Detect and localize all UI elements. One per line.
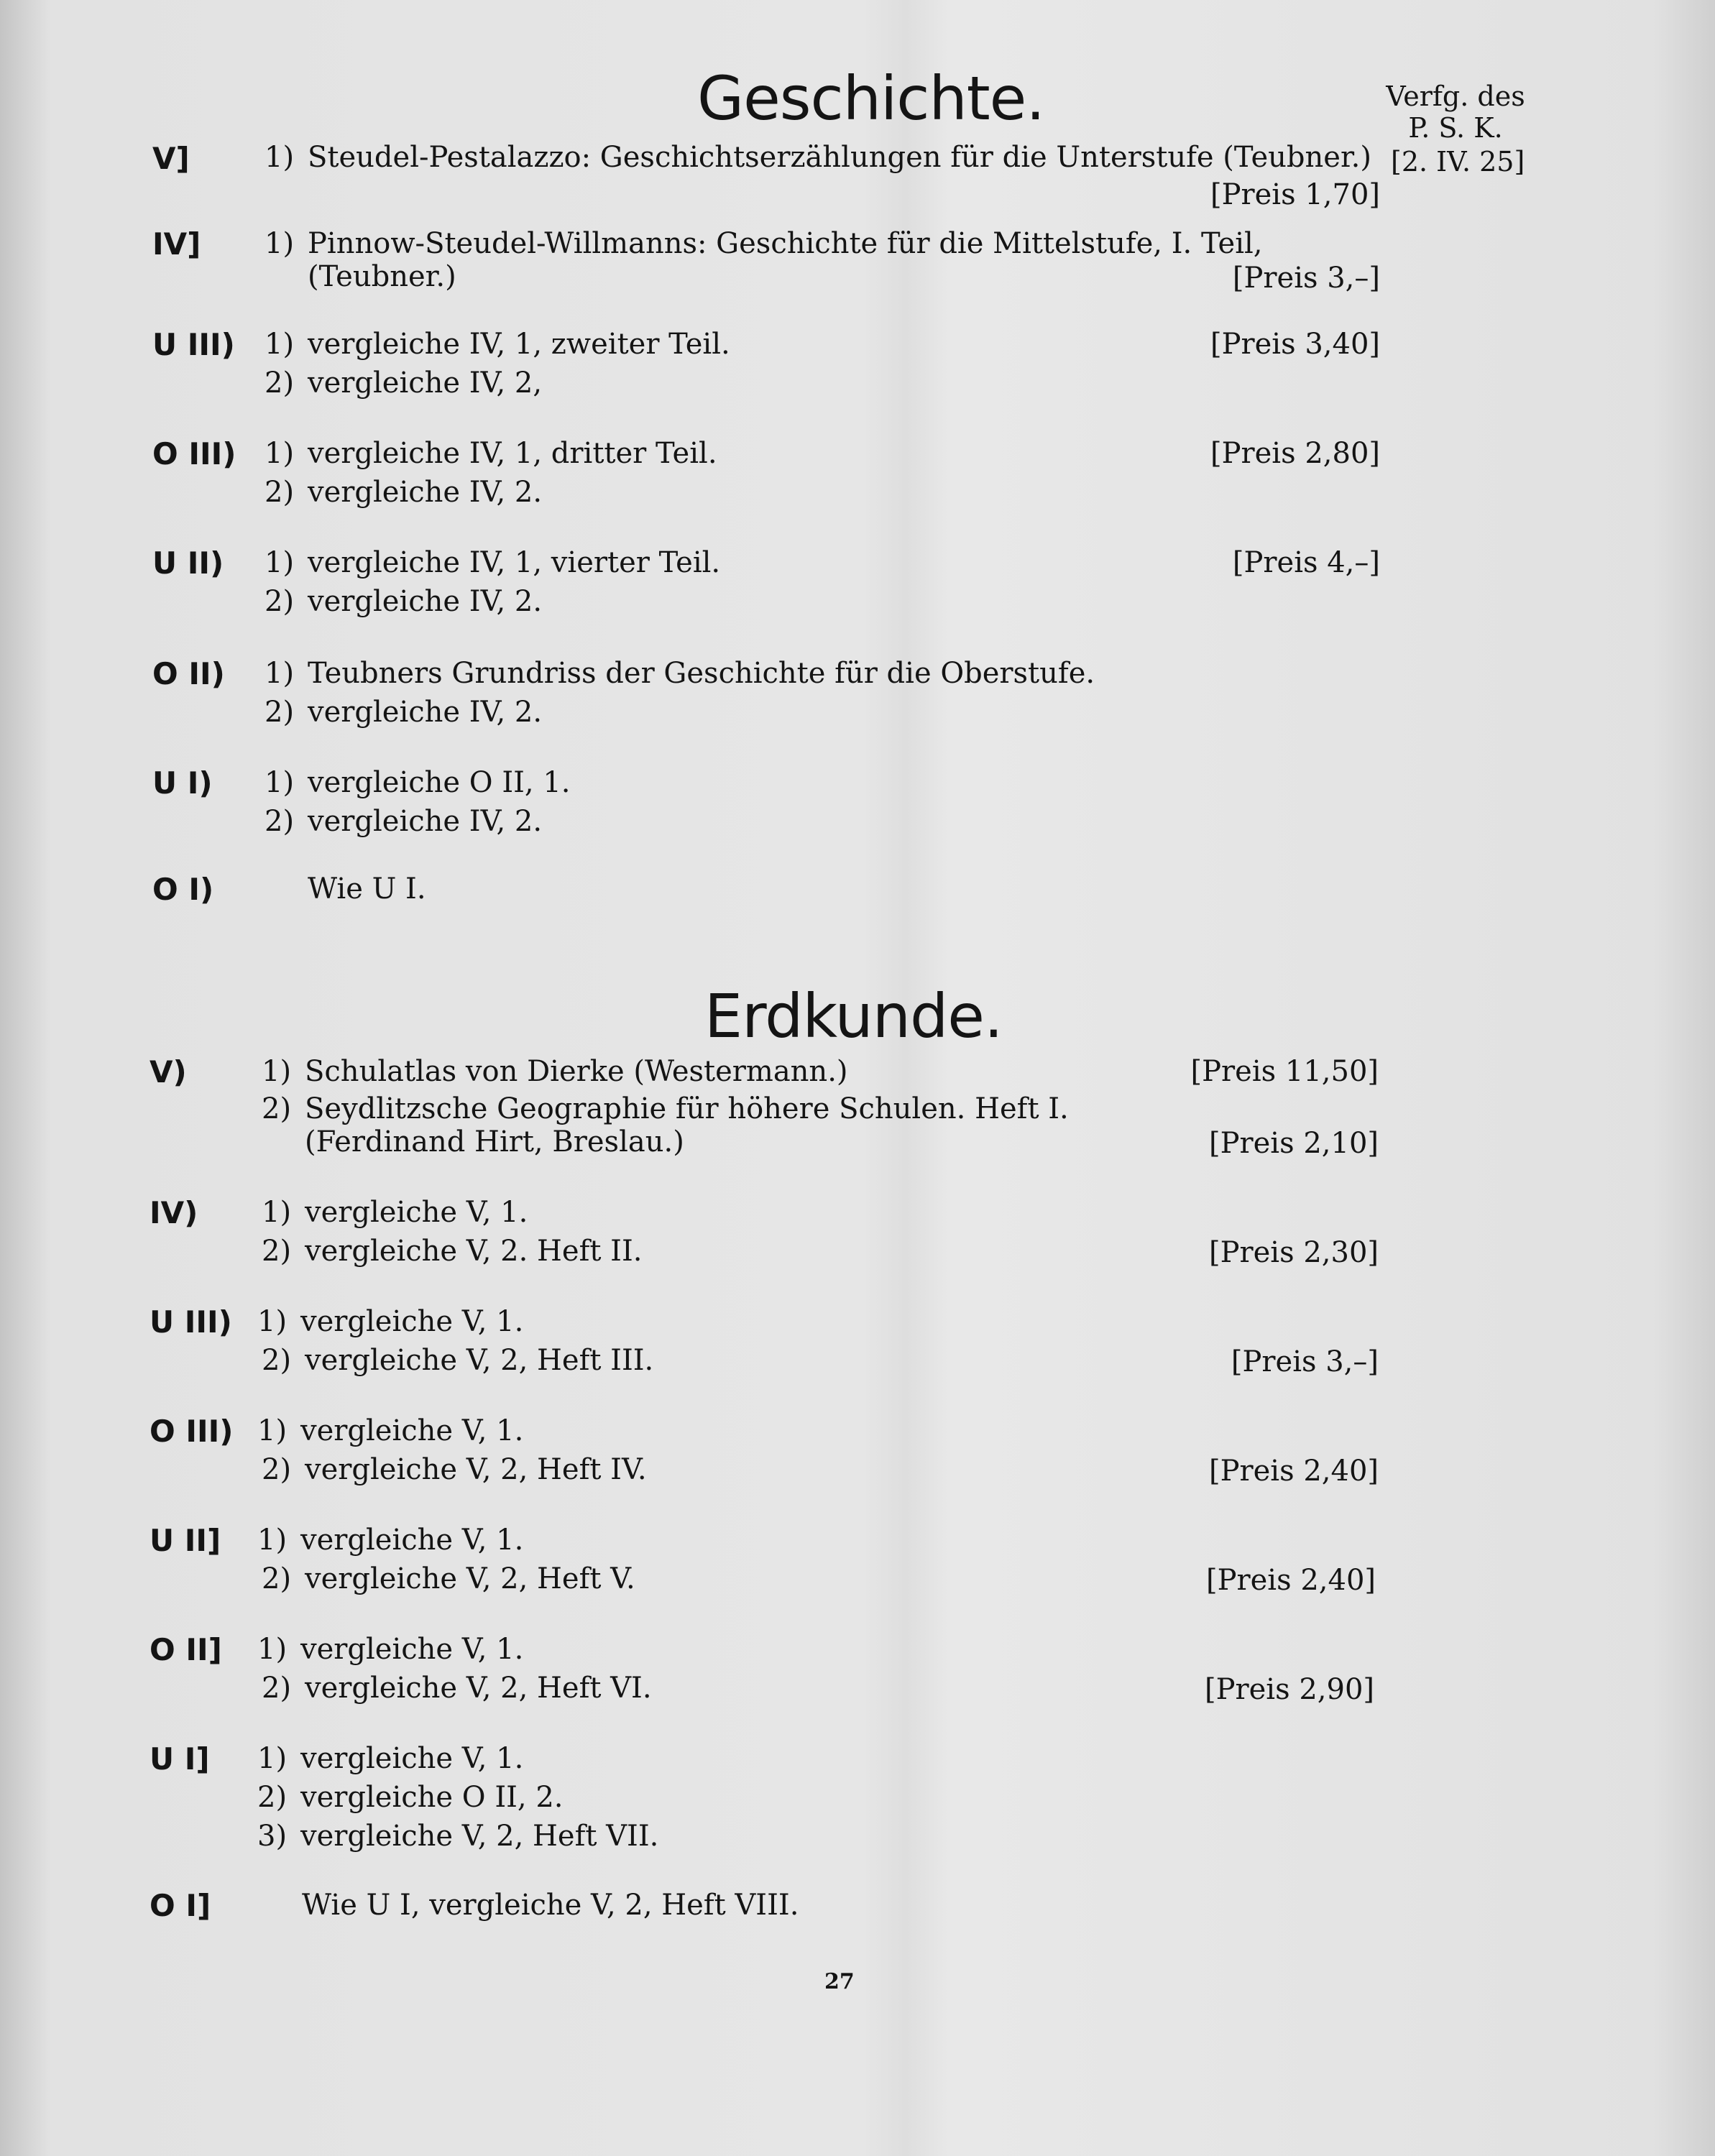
verfg-reference: [2. IV. 25] xyxy=(1391,146,1525,178)
grade-label: U II) xyxy=(152,545,224,581)
page-number: 27 xyxy=(824,1969,855,1994)
grade-label: IV) xyxy=(150,1195,198,1230)
list-item: 1) vergleiche O II, 1. xyxy=(265,766,571,799)
price-label: [Preis 2,90] xyxy=(1204,1673,1374,1706)
list-item: 2) vergleiche IV, 2. xyxy=(265,805,543,838)
verfg-header xyxy=(1369,80,1542,144)
list-item: 1) vergleiche V, 1. xyxy=(257,1414,524,1447)
price-label: [Preis 11,50] xyxy=(1190,1055,1379,1088)
list-item: Wie U I, vergleiche V, 2, Heft VIII. xyxy=(302,1889,799,1922)
psk-label: P. S. K. xyxy=(1408,112,1503,144)
list-item: 1) vergleiche V, 1. xyxy=(257,1742,524,1775)
list-item: 3) vergleiche V, 2, Heft VII. xyxy=(257,1820,659,1853)
price-label: [Preis 3,40] xyxy=(1210,328,1380,361)
list-item: 2) vergleiche V, 2, Heft VI. xyxy=(262,1672,652,1705)
section-title-erdkunde: Erdkunde. xyxy=(704,981,1003,1051)
price-label: [Preis 2,10] xyxy=(1208,1127,1379,1160)
price-label: [Preis 2,80] xyxy=(1210,437,1380,470)
grade-label: U I] xyxy=(150,1741,210,1777)
price-label: [Preis 4,–] xyxy=(1232,546,1380,579)
list-item: 2) Seydlitzsche Geographie für höhere Schulen. Heft I. xyxy=(262,1092,1069,1125)
list-item: 1) vergleiche IV, 1, dritter Teil. xyxy=(265,437,717,470)
section-title-geschichte: Geschichte. xyxy=(697,63,1045,134)
list-item: Wie U I. xyxy=(308,872,426,906)
grade-label: IV] xyxy=(152,226,201,262)
price-label: [Preis 2,30] xyxy=(1208,1236,1379,1269)
grade-label: U II] xyxy=(150,1523,221,1558)
price-label: [Preis 2,40] xyxy=(1205,1564,1376,1597)
list-item: 1) vergleiche V, 1. xyxy=(262,1196,528,1229)
grade-label: U I) xyxy=(152,765,213,801)
grade-label: U III) xyxy=(152,327,235,362)
list-item: 2) vergleiche IV, 2. xyxy=(265,476,543,509)
list-item: 1) vergleiche V, 1. xyxy=(257,1305,524,1338)
verfg-label: Verfg. des xyxy=(1386,80,1525,112)
list-item: 2) vergleiche V, 2, Heft III. xyxy=(262,1344,654,1377)
price-label: [Preis 2,40] xyxy=(1208,1455,1379,1488)
list-item: 1) vergleiche IV, 1, vierter Teil. xyxy=(265,546,721,579)
list-item: 2) vergleiche IV, 2. xyxy=(265,696,543,729)
list-item: 2) vergleiche IV, 2, xyxy=(265,367,543,400)
grade-label: O I) xyxy=(152,872,214,907)
grade-label: O III) xyxy=(150,1414,234,1449)
price-label: [Preis 3,–] xyxy=(1232,262,1380,295)
list-item: 1) Pinnow-Steudel-Willmanns: Geschichte für die Mittelstufe, I. Teil, xyxy=(265,227,1263,260)
list-item: (Teubner.) xyxy=(308,260,456,293)
list-item: 2) vergleiche IV, 2. xyxy=(265,585,543,618)
list-item: 1) vergleiche V, 1. xyxy=(257,1524,524,1557)
grade-label: U III) xyxy=(150,1304,232,1340)
list-item: 1) Teubners Grundriss der Geschichte für die Oberstufe. xyxy=(265,657,1095,690)
grade-label: O III) xyxy=(152,436,236,471)
grade-label: V) xyxy=(150,1054,187,1089)
list-item: 1) vergleiche IV, 1, zweiter Teil. xyxy=(265,328,730,361)
grade-label: V] xyxy=(152,141,190,176)
list-item: 1) vergleiche V, 1. xyxy=(257,1633,524,1666)
list-item: (Ferdinand Hirt, Breslau.) xyxy=(305,1125,684,1158)
list-item: 2) vergleiche V, 2, Heft IV. xyxy=(262,1453,647,1486)
price-label: [Preis 1,70] xyxy=(1210,178,1380,211)
list-item: 2) vergleiche V, 2. Heft II. xyxy=(262,1235,643,1268)
list-item: 1) Steudel-Pestalazzo: Geschichtserzählungen für die Unterstufe (Teubner.) xyxy=(265,141,1371,174)
list-item: 1) Schulatlas von Dierke (Westermann.) xyxy=(262,1055,848,1088)
list-item: 2) vergleiche V, 2, Heft V. xyxy=(262,1562,635,1595)
grade-label: O II] xyxy=(150,1632,222,1667)
price-label: [Preis 3,–] xyxy=(1231,1345,1379,1378)
list-item: 2) vergleiche O II, 2. xyxy=(257,1781,564,1814)
grade-label: O I] xyxy=(150,1888,211,1923)
grade-label: O II) xyxy=(152,656,225,691)
